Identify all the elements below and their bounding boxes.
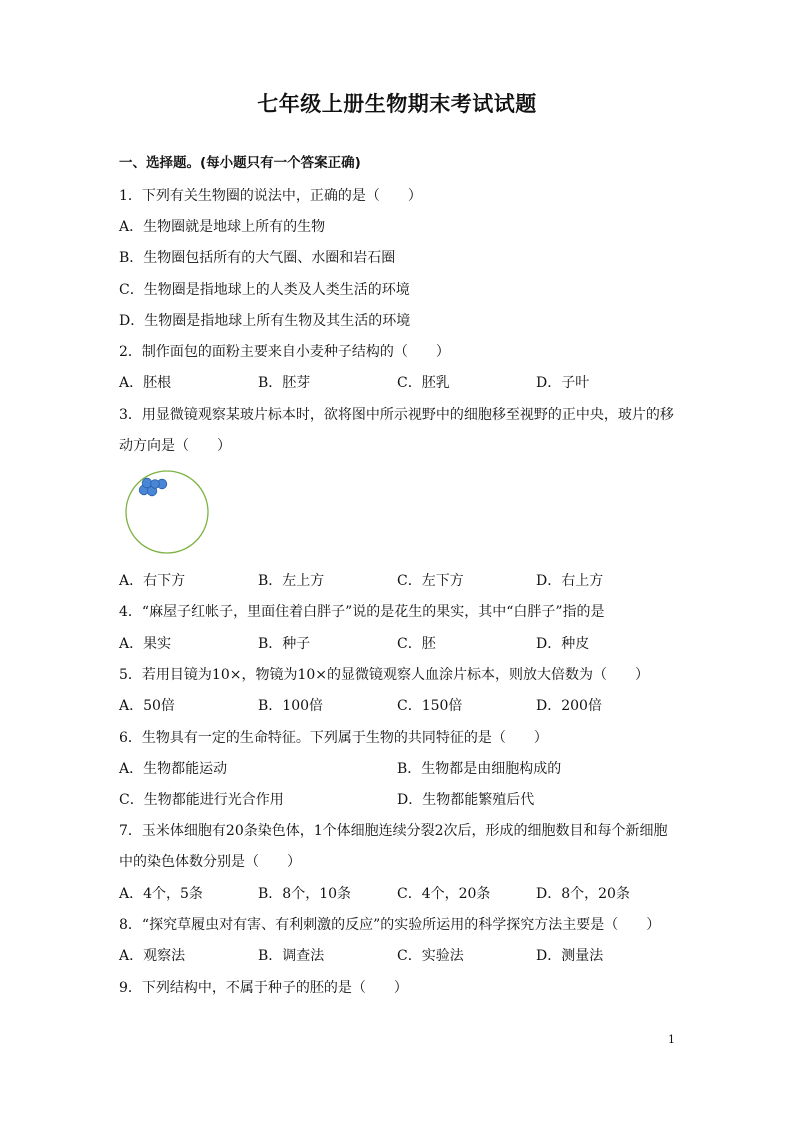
question-6-option-d: D．生物都能繁殖后代 bbox=[397, 792, 535, 808]
question-8-option-d: D．测量法 bbox=[536, 948, 604, 964]
question-7-option-a: A．4个，5条 bbox=[119, 886, 203, 902]
question-4-option-b: B．种子 bbox=[258, 636, 311, 652]
question-8-stem: 8．“探究草履虫对有害、有利刺激的反应”的实验所运用的科学探究方法主要是（ ） bbox=[119, 917, 661, 933]
question-7-option-b: B．8个，10条 bbox=[258, 886, 352, 902]
question-1-option-a: A．生物圈就是地球上所有的生物 bbox=[119, 219, 326, 235]
question-2-option-c: C．胚乳 bbox=[397, 375, 450, 391]
question-3-option-a: A．右下方 bbox=[119, 573, 186, 589]
page-title: 七年级上册生物期末考试试题 bbox=[257, 92, 537, 116]
question-7-option-c: C．4个，20条 bbox=[397, 886, 491, 902]
question-6-option-c: C．生物都能进行光合作用 bbox=[119, 792, 284, 808]
question-3-stem: 3．用显微镜观察某玻片标本时，欲将图中所示视野中的细胞移至视野的正中央，玻片的移 bbox=[119, 407, 674, 423]
question-6-option-a: A．生物都能运动 bbox=[119, 761, 228, 777]
question-7-stem-continued: 中的染色体数分别是（ ） bbox=[119, 854, 301, 870]
question-5-option-b: B．100倍 bbox=[258, 698, 324, 714]
question-5-option-c: C．150倍 bbox=[397, 698, 463, 714]
question-4-option-c: C．胚 bbox=[397, 636, 436, 652]
cell bbox=[151, 480, 160, 489]
question-1-option-b: B．生物圈包括所有的大气圈、水圈和岩石圈 bbox=[119, 250, 396, 266]
cell bbox=[142, 478, 152, 488]
question-8-option-b: B．调查法 bbox=[258, 948, 325, 964]
question-9-stem: 9．下列结构中，不属于种子的胚的是（ ） bbox=[119, 980, 408, 996]
question-3-stem-continued: 动方向是（ ） bbox=[119, 438, 231, 454]
question-4-stem: 4．“麻屋子红帐子，里面住着白胖子”说的是花生的果实，其中“白胖子”指的是 bbox=[119, 604, 605, 620]
question-6-stem: 6．生物具有一定的生命特征。下列属于生物的共同特征的是（ ） bbox=[119, 730, 548, 746]
question-4-option-a: A．果实 bbox=[119, 636, 172, 652]
question-6-option-b: B．生物都是由细胞构成的 bbox=[397, 761, 562, 777]
question-1-option-c: C．生物圈是指地球上的人类及人类生活的环境 bbox=[119, 282, 410, 298]
microscope-field-figure bbox=[122, 470, 212, 554]
question-4-option-d: D．种皮 bbox=[536, 636, 590, 652]
question-3-option-c: C．左下方 bbox=[397, 573, 464, 589]
question-2-option-d: D．子叶 bbox=[536, 375, 590, 391]
question-7-option-d: D．8个，20条 bbox=[536, 886, 630, 902]
page-number: 1 bbox=[668, 1033, 675, 1046]
section-heading: 一、选择题。(每小题只有一个答案正确) bbox=[119, 155, 361, 171]
question-5-option-d: D．200倍 bbox=[536, 698, 602, 714]
question-2-stem: 2．制作面包的面粉主要来自小麦种子结构的（ ） bbox=[119, 344, 450, 360]
cells-cluster bbox=[139, 478, 167, 496]
question-8-option-a: A．观察法 bbox=[119, 948, 186, 964]
question-7-stem: 7．玉米体细胞有20条染色体，1个体细胞连续分裂2次后，形成的细胞数目和每个新细胞 bbox=[119, 823, 668, 839]
question-3-option-d: D．右上方 bbox=[536, 573, 604, 589]
question-8-option-c: C．实验法 bbox=[397, 948, 464, 964]
question-2-option-b: B．胚芽 bbox=[258, 375, 311, 391]
question-5-option-a: A．50倍 bbox=[119, 698, 175, 714]
question-1-option-d: D．生物圈是指地球上所有生物及其生活的环境 bbox=[119, 313, 411, 329]
question-5-stem: 5．若用目镜为10×，物镜为10×的显微镜观察人血涂片标本，则放大倍数为（ ） bbox=[119, 667, 649, 683]
question-1-stem: 1．下列有关生物圈的说法中，正确的是（ ） bbox=[119, 188, 422, 204]
question-2-option-a: A．胚根 bbox=[119, 375, 172, 391]
question-3-option-b: B．左上方 bbox=[258, 573, 325, 589]
